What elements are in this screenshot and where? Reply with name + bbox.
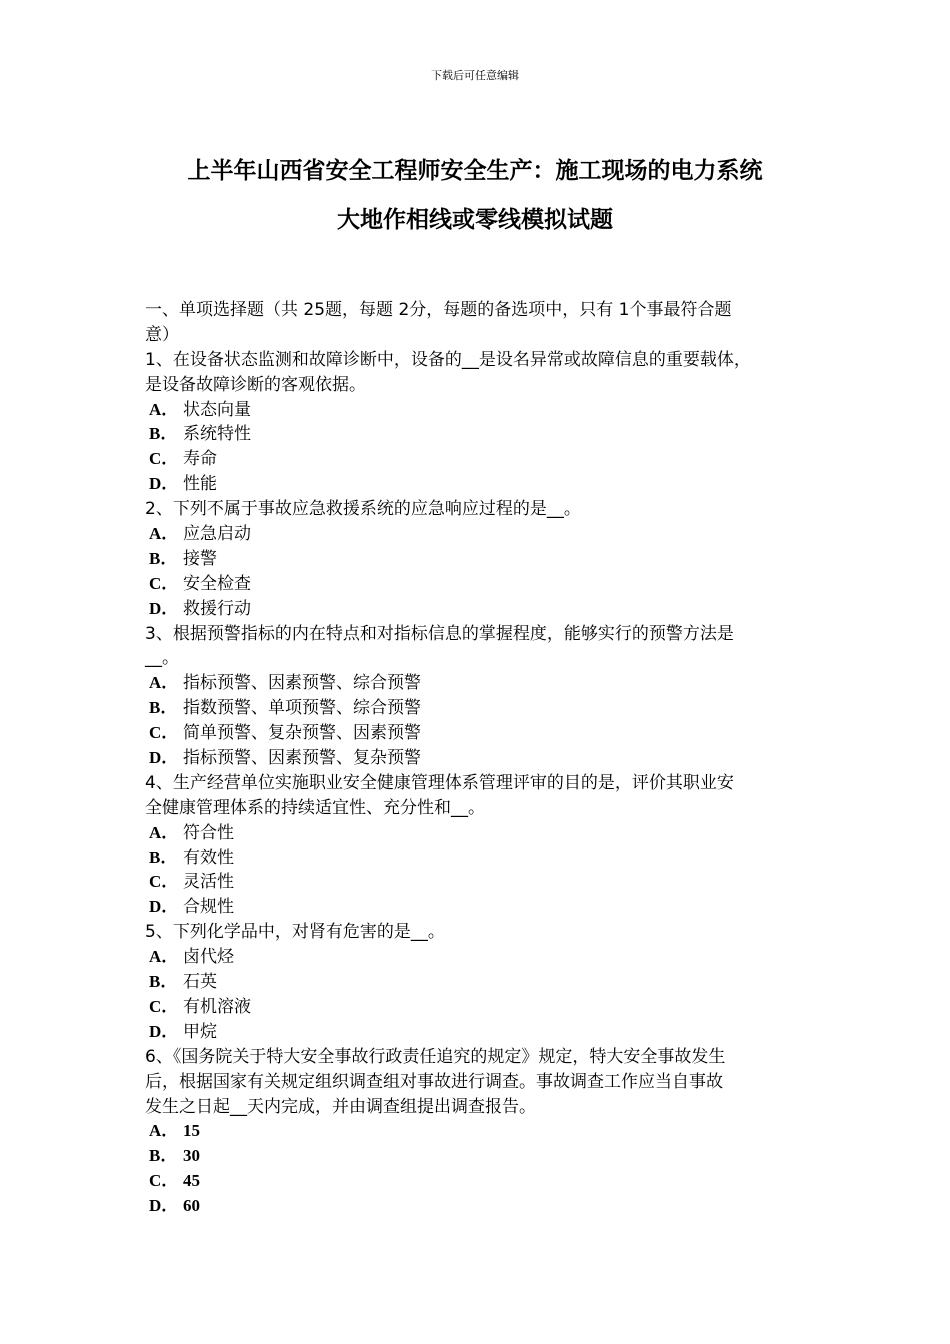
answer-option bbox=[145, 447, 810, 472]
option-letter: C． bbox=[149, 449, 179, 469]
question-list bbox=[145, 348, 810, 1219]
answer-option bbox=[145, 846, 810, 871]
answer-option bbox=[145, 970, 810, 995]
option-text: 指标预警、因素预警、复杂预警 bbox=[183, 748, 421, 769]
question-2 bbox=[145, 497, 810, 621]
answer-option bbox=[145, 1144, 810, 1169]
option-letter: B． bbox=[149, 972, 178, 992]
option-letter: D． bbox=[149, 598, 179, 618]
option-text: 指数预警、单项预警、综合预警 bbox=[183, 698, 421, 719]
answer-option bbox=[145, 696, 810, 721]
question-stem-line: 6、《国务院关于特大安全事故行政责任追究的规定》规定，特大安全事故发生 bbox=[145, 1046, 726, 1067]
answer-option bbox=[145, 945, 810, 970]
option-letter: D． bbox=[149, 897, 179, 917]
answer-option bbox=[145, 1119, 810, 1144]
option-text: 30 bbox=[183, 1146, 200, 1166]
question-content bbox=[145, 298, 810, 1219]
answer-option bbox=[145, 398, 810, 423]
question-5 bbox=[145, 920, 810, 1044]
option-text: 灵活性 bbox=[183, 872, 234, 893]
option-letter: A． bbox=[149, 1121, 179, 1141]
option-letter: A． bbox=[149, 947, 179, 967]
option-text: 石英 bbox=[183, 972, 217, 993]
answer-option bbox=[145, 1169, 810, 1194]
option-letter: D． bbox=[149, 1021, 179, 1041]
section-heading-line-2: 意） bbox=[145, 324, 179, 345]
answer-option bbox=[145, 821, 810, 846]
option-text: 指标预警、因素预警、综合预警 bbox=[183, 673, 421, 694]
option-text: 合规性 bbox=[183, 897, 234, 918]
option-text: 应急启动 bbox=[183, 524, 251, 545]
question-stem-line: 4、生产经营单位实施职业安全健康管理体系管理评审的目的是，评价其职业安 bbox=[145, 772, 734, 793]
option-letter: A． bbox=[149, 399, 179, 419]
document-title-line-1: 上半年山西省安全工程师安全生产：施工现场的电力系统 bbox=[187, 158, 763, 184]
question-stem-line: 是设备故障诊断的客观依据。 bbox=[145, 374, 366, 395]
option-letter: C． bbox=[149, 723, 179, 743]
option-letter: B． bbox=[149, 424, 178, 444]
question-3 bbox=[145, 622, 810, 771]
answer-option bbox=[145, 572, 810, 597]
option-text: 15 bbox=[183, 1121, 200, 1141]
question-stem-line: 2、下列不属于事故应急救援系统的应急响应过程的是__。 bbox=[145, 499, 581, 520]
option-letter: A． bbox=[149, 822, 179, 842]
question-6 bbox=[145, 1045, 810, 1219]
answer-option bbox=[145, 995, 810, 1020]
option-text: 系统特性 bbox=[183, 424, 251, 445]
option-letter: C． bbox=[149, 996, 179, 1016]
question-stem-line: 发生之日起__天内完成，并由调查组提出调查报告。 bbox=[145, 1096, 536, 1117]
answer-option bbox=[145, 671, 810, 696]
option-text: 性能 bbox=[183, 474, 217, 495]
option-letter: B． bbox=[149, 548, 178, 568]
option-letter: B． bbox=[149, 698, 178, 718]
option-letter: A． bbox=[149, 673, 179, 693]
answer-option bbox=[145, 422, 810, 447]
option-text: 状态向量 bbox=[183, 399, 251, 420]
answer-option bbox=[145, 721, 810, 746]
answer-option bbox=[145, 522, 810, 547]
option-text: 有机溶液 bbox=[183, 996, 251, 1017]
option-text: 甲烷 bbox=[183, 1021, 217, 1042]
option-text: 简单预警、复杂预警、因素预警 bbox=[183, 723, 421, 744]
option-letter: A． bbox=[149, 524, 179, 544]
option-letter: D． bbox=[149, 474, 179, 494]
option-text: 符合性 bbox=[183, 822, 234, 843]
answer-option bbox=[145, 870, 810, 895]
question-stem-line: __。 bbox=[145, 648, 179, 669]
option-letter: B． bbox=[149, 847, 178, 867]
answer-option bbox=[145, 895, 810, 920]
document-title-line-2: 大地作相线或零线模拟试题 bbox=[337, 207, 613, 233]
question-1 bbox=[145, 348, 810, 497]
question-stem-line: 后，根据国家有关规定组织调查组对事故进行调查。事故调查工作应当自事故 bbox=[145, 1071, 723, 1092]
option-letter: C． bbox=[149, 872, 179, 892]
question-stem-line: 全健康管理体系的持续适宜性、充分性和__。 bbox=[145, 797, 485, 818]
header-note: 下载后可任意编辑 bbox=[431, 69, 519, 82]
option-letter: B． bbox=[149, 1146, 178, 1166]
option-text: 60 bbox=[183, 1196, 200, 1216]
option-text: 有效性 bbox=[183, 847, 234, 868]
option-letter: C． bbox=[149, 1171, 179, 1191]
option-letter: D． bbox=[149, 1196, 179, 1216]
option-text: 寿命 bbox=[183, 449, 217, 470]
answer-option bbox=[145, 746, 810, 771]
option-letter: D． bbox=[149, 748, 179, 768]
option-text: 45 bbox=[183, 1171, 200, 1191]
option-text: 救援行动 bbox=[183, 598, 251, 619]
answer-option bbox=[145, 1020, 810, 1045]
option-letter: C． bbox=[149, 573, 179, 593]
answer-option bbox=[145, 472, 810, 497]
option-text: 安全检查 bbox=[183, 573, 251, 594]
question-stem-line: 5、下列化学品中，对肾有危害的是__。 bbox=[145, 922, 445, 943]
option-text: 卤代烃 bbox=[183, 947, 234, 968]
question-stem-line: 3、根据预警指标的内在特点和对指标信息的掌握程度，能够实行的预警方法是 bbox=[145, 623, 734, 644]
question-4 bbox=[145, 771, 810, 920]
question-stem-line: 1、在设备状态监测和故障诊断中，设备的__是设名异常或故障信息的重要载体， bbox=[145, 349, 751, 370]
answer-option bbox=[145, 547, 810, 572]
option-text: 接警 bbox=[183, 548, 217, 569]
section-heading-line-1: 一、单项选择题（共 25题，每题 2分，每题的备选项中，只有 1个事最符合题 bbox=[145, 300, 732, 320]
answer-option bbox=[145, 1194, 810, 1219]
answer-option bbox=[145, 597, 810, 622]
